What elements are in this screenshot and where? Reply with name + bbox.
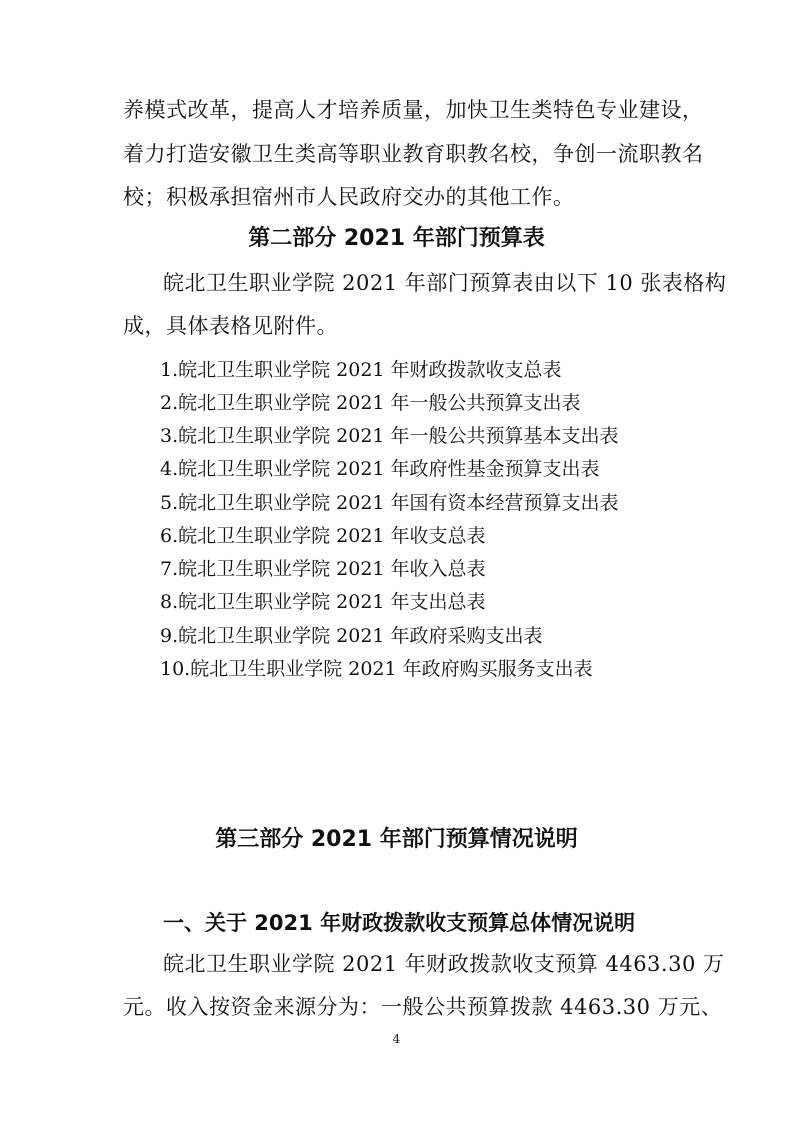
table-list-item-7: 7.皖北卫生职业学院 2021 年收入总表 — [160, 558, 486, 580]
table-list-item-4: 4.皖北卫生职业学院 2021 年政府性基金预算支出表 — [160, 458, 600, 480]
part3-subheading: 一、关于 2021 年财政拨款收支预算总体情况说明 — [163, 911, 636, 935]
part3-heading: 第三部分 2021 年部门预算情况说明 — [215, 827, 578, 852]
table-list-item-1: 1.皖北卫生职业学院 2021 年财政拨款收支总表 — [160, 359, 562, 381]
part3-para-line-2: 元。收入按资金来源分为：一般公共预算拨款 4463.30 万元、 — [123, 995, 723, 1019]
table-list-item-10: 10.皖北卫生职业学院 2021 年政府购买服务支出表 — [160, 658, 593, 680]
part2-para-line-2: 成，具体表格见附件。 — [123, 314, 338, 338]
part2-para-line-1: 皖北卫生职业学院 2021 年部门预算表由以下 10 张表格构 — [163, 271, 727, 295]
intro-line-3: 校；积极承担宿州市人民政府交办的其他工作。 — [123, 185, 575, 209]
intro-line-2: 着力打造安徽卫生类高等职业教育职教名校，争创一流职教名 — [123, 142, 704, 166]
table-list-item-8: 8.皖北卫生职业学院 2021 年支出总表 — [160, 591, 486, 613]
part3-para-line-1: 皖北卫生职业学院 2021 年财政拨款收支预算 4463.30 万 — [163, 952, 725, 976]
table-list-item-3: 3.皖北卫生职业学院 2021 年一般公共预算基本支出表 — [160, 425, 619, 447]
table-list-item-9: 9.皖北卫生职业学院 2021 年政府采购支出表 — [160, 625, 543, 647]
page-number: 4 — [392, 1032, 401, 1046]
intro-line-1: 养模式改革，提高人才培养质量，加快卫生类特色专业建设， — [123, 98, 704, 122]
table-list-item-6: 6.皖北卫生职业学院 2021 年收支总表 — [160, 525, 486, 547]
part2-heading: 第二部分 2021 年部门预算表 — [248, 226, 545, 251]
table-list-item-2: 2.皖北卫生职业学院 2021 年一般公共预算支出表 — [160, 392, 581, 414]
table-list-item-5: 5.皖北卫生职业学院 2021 年国有资本经营预算支出表 — [160, 492, 619, 514]
